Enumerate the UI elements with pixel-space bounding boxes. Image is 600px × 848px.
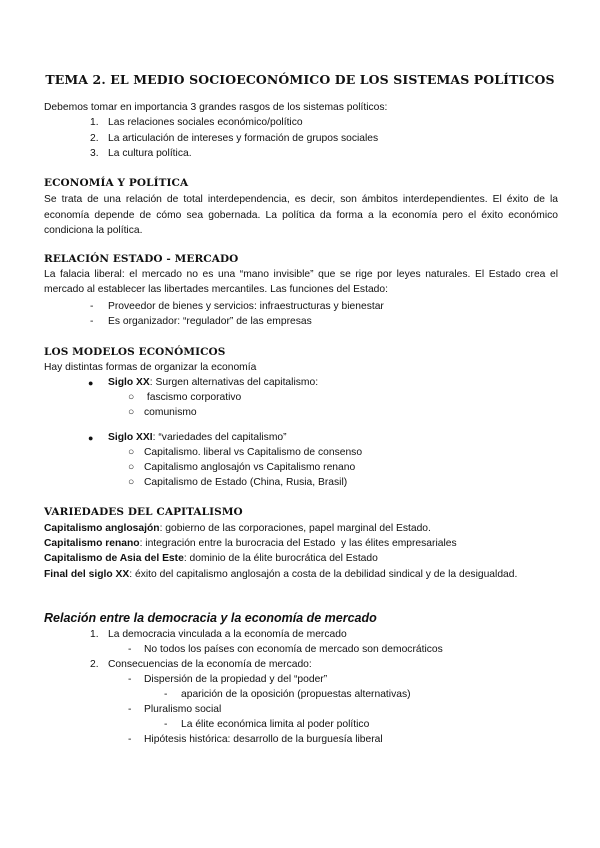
bold-term: Final del siglo XX bbox=[44, 569, 130, 580]
list-marker: 1. bbox=[90, 117, 99, 128]
definition-text: : integración entre la burocracia del Estado y las élites empresariales bbox=[139, 538, 457, 549]
list-marker: - bbox=[128, 704, 132, 715]
sub-list-item: comunismo bbox=[144, 407, 197, 418]
section-paragraph: La falacia liberal: el mercado no es una “mano invisible” que se rige por leyes naturales. El Estado crea el mercado al establecer las libertades mercantiles. Las funciones del Estado: bbox=[44, 269, 558, 295]
list-item: Las relaciones sociales económico/político bbox=[108, 117, 303, 128]
section-paragraph: Se trata de una relación de total interdependencia, es decir, son ámbitos interdependientes. El éxito de la economía depende de cómo sea gobernada. La política da forma a la economía pero el éxito económico condiciona la política. bbox=[44, 194, 558, 236]
section-heading: RELACIÓN ESTADO - MERCADO bbox=[44, 253, 239, 265]
bold-term: Siglo XX bbox=[108, 377, 150, 388]
sub-bullet-marker: ○ bbox=[128, 392, 135, 403]
sub-bullet-marker: ○ bbox=[128, 462, 135, 473]
sub-bullet-marker: ○ bbox=[128, 447, 135, 458]
sub-bullet-marker: ○ bbox=[128, 407, 135, 418]
definition-line bbox=[44, 537, 457, 551]
list-item: Pluralismo social bbox=[144, 704, 222, 715]
list-item: Es organizador: “regulador” de las empresas bbox=[108, 316, 312, 327]
section-heading: VARIEDADES DEL CAPITALISMO bbox=[44, 506, 243, 518]
section-heading: ECONOMÍA Y POLÍTICA bbox=[44, 177, 189, 189]
bold-term: Capitalismo de Asia del Este bbox=[44, 553, 184, 564]
definition-text: : gobierno de las corporaciones, papel marginal del Estado. bbox=[159, 523, 431, 534]
list-marker: - bbox=[164, 689, 168, 700]
list-marker: - bbox=[128, 734, 132, 745]
sub-list-item: fascismo corporativo bbox=[144, 392, 242, 403]
list-item: Dispersión de la propiedad y del “poder” bbox=[144, 674, 328, 685]
list-marker: 2. bbox=[90, 659, 99, 670]
list-item: Proveedor de bienes y servicios: infraestructuras y bienestar bbox=[108, 301, 384, 312]
document-title: TEMA 2. EL MEDIO SOCIOECONÓMICO DE LOS SISTEMAS POLÍTICOS bbox=[45, 72, 555, 87]
definition-text: : dominio de la élite burocrática del Estado bbox=[183, 553, 378, 564]
list-item bbox=[108, 376, 318, 390]
list-marker: 2. bbox=[90, 133, 99, 144]
list-marker: - bbox=[164, 719, 168, 730]
item-text: : Surgen alternativas del capitalismo: bbox=[149, 377, 319, 388]
list-item: La cultura política. bbox=[108, 148, 192, 159]
list-item: La élite económica limita al poder político bbox=[181, 719, 370, 730]
list-marker: - bbox=[90, 301, 94, 312]
section-heading-italic: Relación entre la democracia y la economía de mercado bbox=[44, 611, 377, 625]
definition-line bbox=[44, 552, 378, 566]
list-marker: - bbox=[128, 644, 132, 655]
sub-bullet-marker: ○ bbox=[128, 477, 135, 488]
bold-term: Capitalismo renano bbox=[44, 538, 140, 549]
section-heading: LOS MODELOS ECONÓMICOS bbox=[44, 346, 226, 358]
list-marker: 3. bbox=[90, 148, 99, 159]
definition-paragraph bbox=[44, 567, 558, 582]
definition-text: : éxito del capitalismo anglosajón a costa de la debilidad sindical y de la desigualdad. bbox=[129, 569, 518, 580]
bullet-marker: ● bbox=[88, 378, 94, 388]
list-item: La democracia vinculada a la economía de mercado bbox=[108, 629, 347, 640]
bold-term: Siglo XXI bbox=[108, 432, 153, 443]
list-item: Hipótesis histórica: desarrollo de la burguesía liberal bbox=[144, 734, 383, 745]
list-item: La articulación de intereses y formación de grupos sociales bbox=[108, 133, 379, 144]
bullet-marker: ● bbox=[88, 433, 94, 443]
sub-list-item: Capitalismo anglosajón vs Capitalismo renano bbox=[144, 462, 356, 473]
definition-line bbox=[44, 522, 431, 536]
list-item: No todos los países con economía de mercado son democráticos bbox=[144, 644, 443, 655]
list-item: aparición de la oposición (propuestas alternativas) bbox=[181, 689, 411, 700]
sub-list-item: Capitalismo. liberal vs Capitalismo de consenso bbox=[144, 447, 363, 458]
list-item: Consecuencias de la economía de mercado: bbox=[108, 659, 312, 670]
bold-term: Capitalismo anglosajón bbox=[44, 523, 160, 534]
intro-text: Debemos tomar en importancia 3 grandes rasgos de los sistemas políticos: bbox=[44, 102, 388, 113]
list-marker: 1. bbox=[90, 629, 99, 640]
list-marker: - bbox=[128, 674, 132, 685]
list-item bbox=[108, 431, 287, 445]
sub-list-item: Capitalismo de Estado (China, Rusia, Brasil) bbox=[144, 477, 348, 488]
item-text: : “variedades del capitalismo” bbox=[152, 432, 287, 443]
list-marker: - bbox=[90, 316, 94, 327]
section-intro: Hay distintas formas de organizar la economía bbox=[44, 362, 257, 373]
